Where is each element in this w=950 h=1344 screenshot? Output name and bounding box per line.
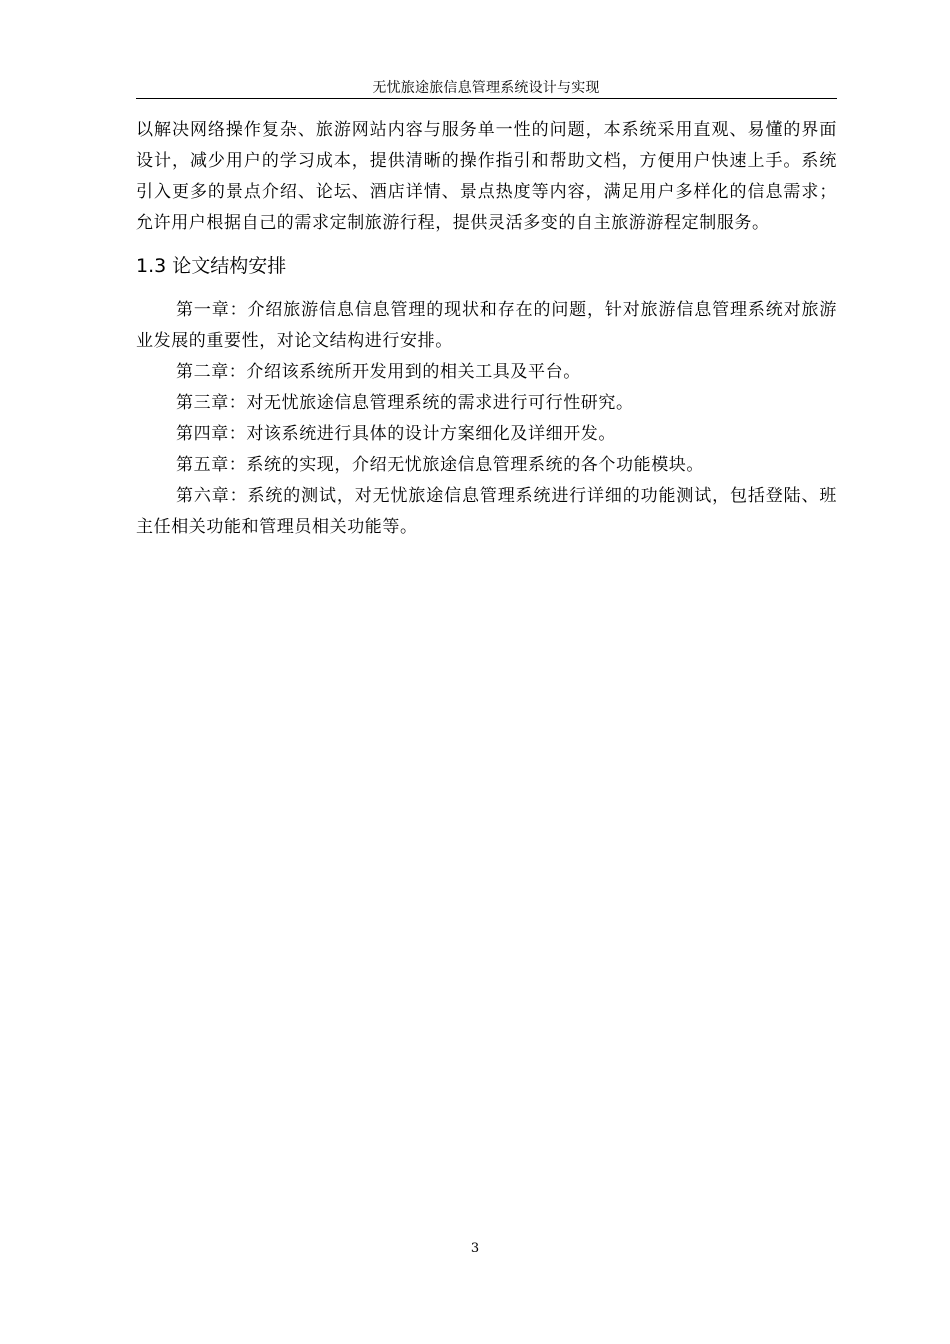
- section-heading: 1.3 论文结构安排: [136, 255, 287, 277]
- chapter-paragraph-4: 第四章：对该系统进行具体的设计方案细化及详细开发。: [176, 424, 616, 444]
- chapter-paragraph-5: 第五章：系统的实现，介绍无忧旅途信息管理系统的各个功能模块。: [176, 455, 704, 475]
- chapter-paragraph-1: 第一章：介绍旅游信息信息管理的现状和存在的问题，针对旅游信息管理系统对旅游业发展的重要性，对论文结构进行安排。: [136, 300, 837, 351]
- running-header: 无忧旅途旅信息管理系统设计与实现: [372, 80, 600, 96]
- chapter-paragraph-6: 第六章：系统的测试，对无忧旅途信息管理系统进行详细的功能测试，包括登陆、班主任相关功能和管理员相关功能等。: [136, 486, 837, 537]
- body-text: [136, 115, 837, 543]
- intro-paragraph: 以解决网络操作复杂、旅游网站内容与服务单一性的问题，本系统采用直观、易懂的界面设计，减少用户的学习成本，提供清晰的操作指引和帮助文档，方便用户快速上手。系统引入更多的景点介绍、论坛、酒店详情、景点热度等内容，满足用户多样化的信息需求；允许用户根据自己的需求定制旅游行程，提供灵活多变的自主旅游游程定制服务。: [136, 120, 837, 233]
- header-divider: [136, 98, 837, 99]
- chapter-paragraph-3: 第三章：对无忧旅途信息管理系统的需求进行可行性研究。: [176, 393, 634, 413]
- chapter-paragraph-2: 第二章：介绍该系统所开发用到的相关工具及平台。: [176, 362, 581, 382]
- page-number: 3: [470, 1241, 480, 1256]
